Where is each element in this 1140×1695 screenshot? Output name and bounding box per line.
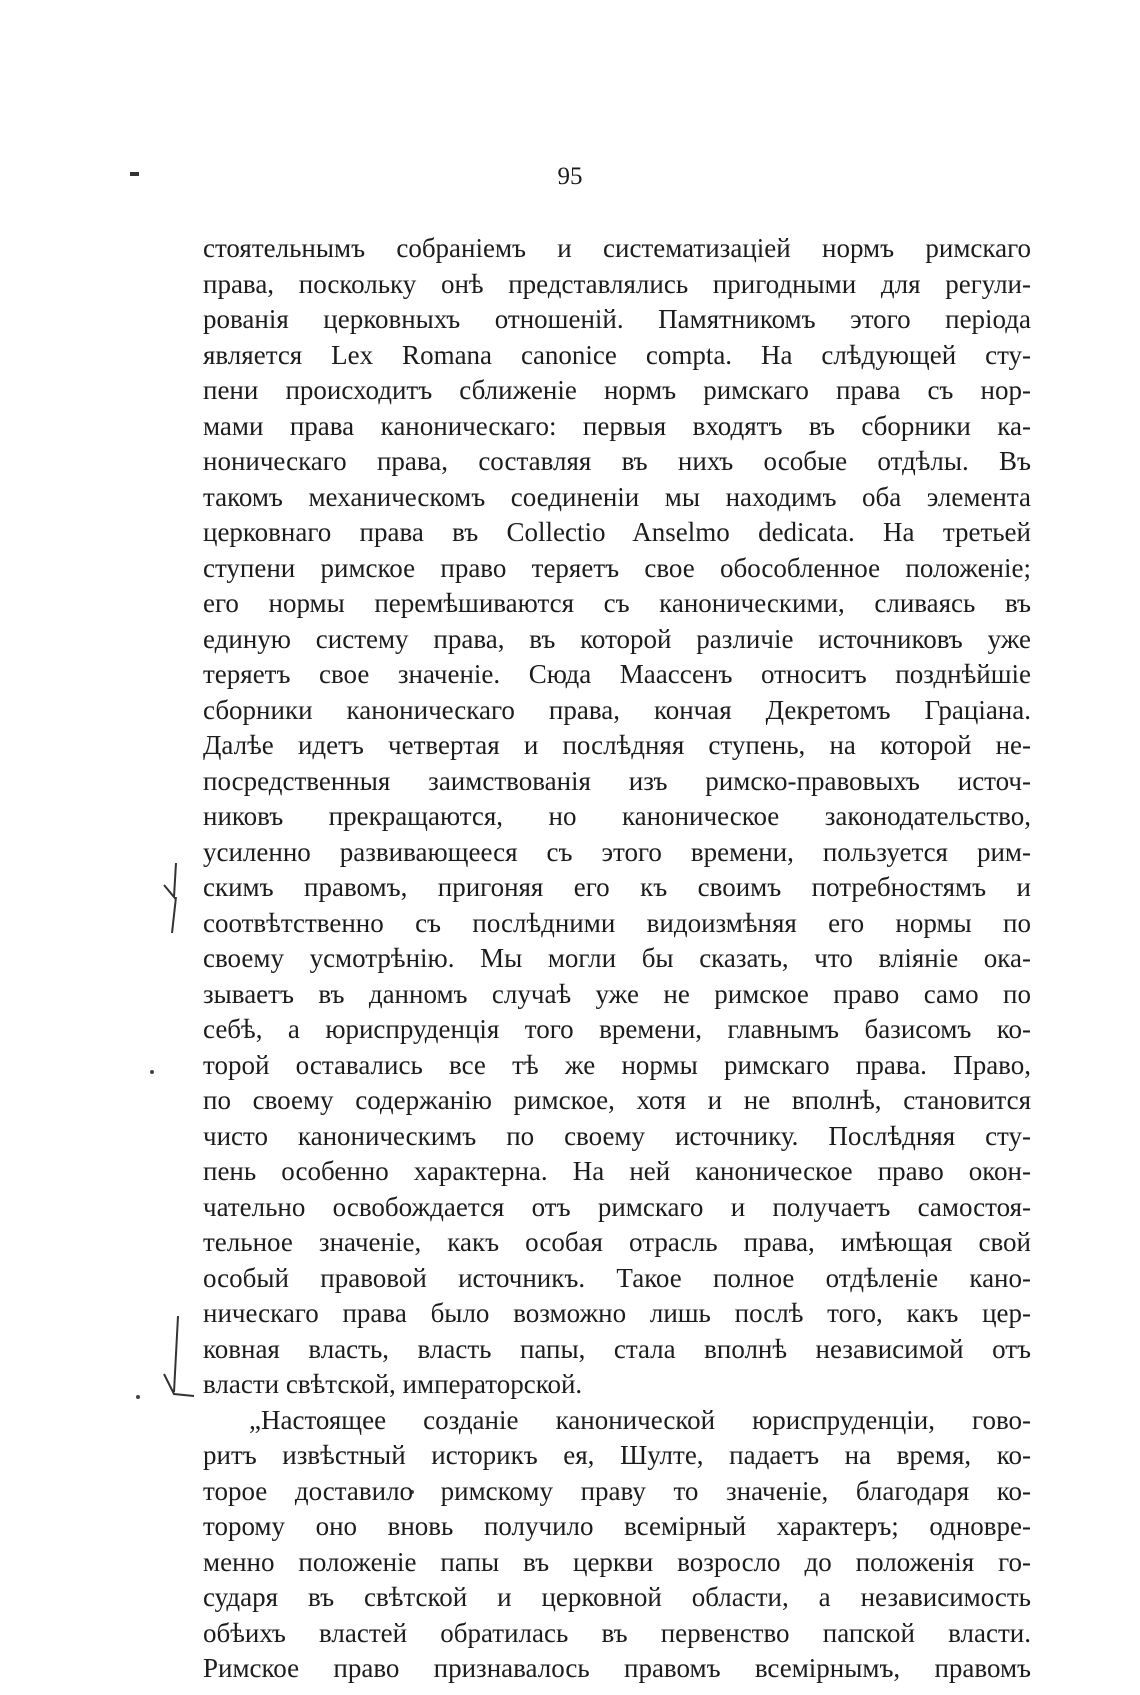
text-line: единую систему права, въ которой различіе источниковъ уже [203, 623, 1031, 654]
text-line: себѣ, а юриспруденція того времени, главнымъ базисомъ ко- [203, 1014, 1031, 1044]
text-line: особый правовой источникъ. Такое полное отдѣленіе кано- [203, 1262, 1031, 1293]
text-line: обѣихъ властей обратилась въ первенство папской власти. [203, 1617, 1031, 1648]
paragraph-start-line: „Настоящее созданіе канонической юриспруденціи, гово- [249, 1404, 1031, 1435]
text-line: стоятельнымъ собраніемъ и систематизаціей нормъ римскаго [203, 233, 1031, 263]
text-line: права, поскольку онѣ представлялись пригодными для регули- [203, 268, 1031, 299]
margin-dot-mark [136, 1395, 140, 1399]
margin-pencil-mark-upper [158, 855, 198, 935]
text-line: своему усмотрѣнію. Мы могли бы сказать, что вліяніе ока- [203, 943, 1031, 973]
margin-dot-mark [150, 1070, 154, 1074]
text-line: Далѣе идетъ четвертая и послѣдняя ступень, на которой не- [203, 730, 1031, 760]
text-line: сборники каноническаго права, кончая Декретомъ Граціана. [203, 694, 1031, 725]
text-line: церковнаго права въ Collectio Anselmo dedicata. На третьей [203, 517, 1031, 547]
text-line: пень особенно характерна. На ней каноническое право окон- [203, 1156, 1031, 1186]
text-line: усиленно развивающееся съ этого времени, пользуется рим- [203, 836, 1031, 867]
text-line: является Lex Romana canonice compta. На слѣдующей сту- [203, 339, 1031, 370]
paragraph-end-line: власти свѣтской, императорской. [203, 1369, 583, 1399]
text-line: скимъ правомъ, пригоняя его къ своимъ потребностямъ и [203, 872, 1031, 902]
text-line: торой оставались все тѣ же нормы римскаго права. Право, [203, 1049, 1031, 1080]
text-line: никовъ прекращаются, но каноническое законодательство, [203, 801, 1031, 831]
text-line: его нормы перемѣшиваются съ каноническими, сливаясь въ [203, 588, 1031, 618]
text-line: ритъ извѣстный историкъ ея, Шулте, падаетъ на время, ко- [203, 1440, 1031, 1470]
text-line: менно положеніе папы въ церкви возросло до положенія го- [203, 1546, 1031, 1577]
text-line: ническаго права было возможно лишь послѣ того, какъ цер- [203, 1298, 1031, 1328]
margin-pencil-mark-lower [158, 1312, 198, 1422]
text-line: ковная власть, власть папы, стала вполнѣ независимой отъ [203, 1333, 1031, 1364]
text-line: торое доставило римскому праву то значеніе, благодаря ко- [203, 1475, 1031, 1506]
text-line: соотвѣтственно съ послѣдними видоизмѣняя его нормы по [203, 907, 1031, 938]
text-line: зываетъ въ данномъ случаѣ уже не римское право само по [203, 978, 1031, 1009]
text-line: сударя въ свѣтской и церковной области, а независимость [203, 1582, 1031, 1612]
text-line: теряетъ свое значеніе. Сюда Маассенъ относитъ позднѣйшіе [203, 659, 1031, 689]
text-line: посредственныя заимствованія изъ римско-правовыхъ источ- [203, 765, 1031, 796]
text-line: по своему содержанію римское, хотя и не вполнѣ, становится [203, 1085, 1031, 1115]
text-line: ступени римское право теряетъ свое обособленное положеніе; [203, 552, 1031, 583]
text-line: чисто каноническимъ по своему источнику. Послѣдняя сту- [203, 1120, 1031, 1151]
text-line: пени происходитъ сближеніе нормъ римскаго права съ нор- [203, 375, 1031, 405]
text-line: мами права каноническаго: первыя входятъ въ сборники ка- [203, 410, 1031, 441]
text-line: чательно освобождается отъ римскаго и получаетъ самостоя- [203, 1191, 1031, 1222]
text-line: Римское право признавалось правомъ всемірнымъ, правомъ [203, 1653, 1031, 1683]
page-number: 95 [557, 163, 583, 190]
text-line: рованія церковныхъ отношеній. Памятникомъ этого періода [203, 304, 1031, 334]
text-line: торому оно вновь получило всемірный характеръ; одновре- [203, 1511, 1031, 1541]
body-text [203, 231, 1031, 1687]
text-line: тельное значеніе, какъ особая отрасль права, имѣющая свой [203, 1227, 1031, 1257]
text-line: ноническаго права, составляя въ нихъ особые отдѣлы. Въ [203, 446, 1031, 476]
text-line: такомъ механическомъ соединеніи мы находимъ оба элемента [203, 481, 1031, 512]
